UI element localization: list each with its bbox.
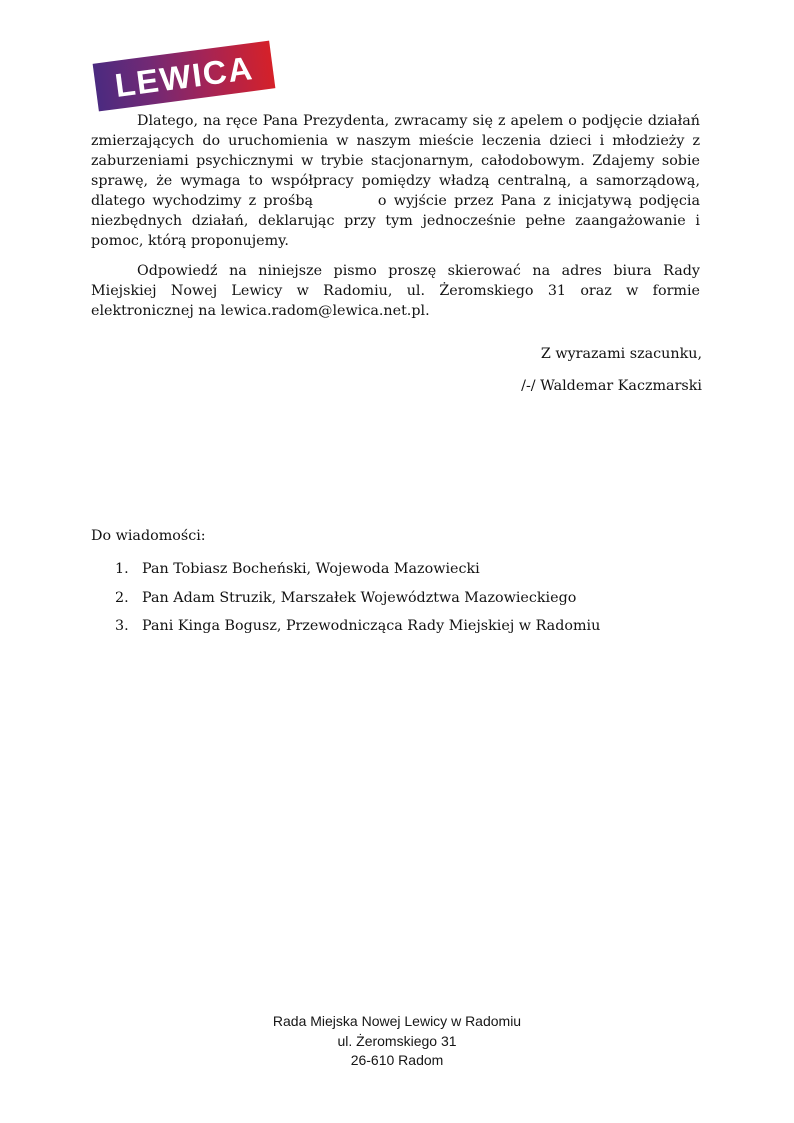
cc-label: Do wiadomości:	[91, 528, 206, 544]
letter-footer	[0, 1012, 794, 1071]
cc-item-number: 2.	[115, 589, 129, 606]
paragraph-reply-address: Odpowiedź na niniejsze pismo proszę skierować na adres biura Rady Miejskiej Nowej Lewicy w Radomiu, ul. Żeromskiego 31 oraz w formie elektronicznej na lewica.radom@lewica.net.pl.	[91, 263, 700, 319]
footer-organization: Rada Miejska Nowej Lewicy w Radomiu	[272, 1013, 522, 1029]
lewica-logo-text: LEWICA	[112, 48, 256, 104]
cc-list	[91, 559, 700, 645]
cc-item	[91, 588, 700, 608]
lewica-logo	[93, 41, 276, 112]
signature-closing: Z wyrazami szacunku,	[540, 346, 702, 362]
signature-block	[442, 344, 702, 396]
cc-item	[91, 559, 700, 579]
letter-body	[91, 111, 700, 331]
cc-item-number: 1.	[115, 561, 129, 577]
footer-street: ul. Żeromskiego 31	[337, 1032, 457, 1049]
cc-item-text: Pan Tobiasz Bocheński, Wojewoda Mazowiecki	[142, 561, 480, 577]
cc-item-text: Pani Kinga Bogusz, Przewodnicząca Rady Miejskiej w Radomiu	[142, 618, 601, 634]
paragraph-appeal: Dlatego, na ręce Pana Prezydenta, zwracamy się z apelem o podjęcie działań zmierzających do uruchomienia w naszym mieście leczenia dzieci i młodzieży z zaburzeniami psychicznymi w trybie stacjonarnym, całodobowym. Zdajemy sobie sprawę, że wymaga to współpracy pomiędzy władzą centralną, a samorządową, dlatego wychodzimy z prośbą o wyjście przez Pana z inicjatywą podjęcia niezbędnych działań, deklarując przy tym jednocześnie pełne zaangażowanie i pomoc, którą proponujemy.	[91, 113, 700, 249]
footer-city: 26-610 Radom	[350, 1052, 444, 1068]
signature-name: /-/ Waldemar Kaczmarski	[521, 378, 702, 394]
cc-item-number: 3.	[115, 618, 129, 634]
cc-item	[91, 616, 700, 636]
cc-item-text: Pan Adam Struzik, Marszałek Województwa Mazowieckiego	[142, 589, 577, 606]
